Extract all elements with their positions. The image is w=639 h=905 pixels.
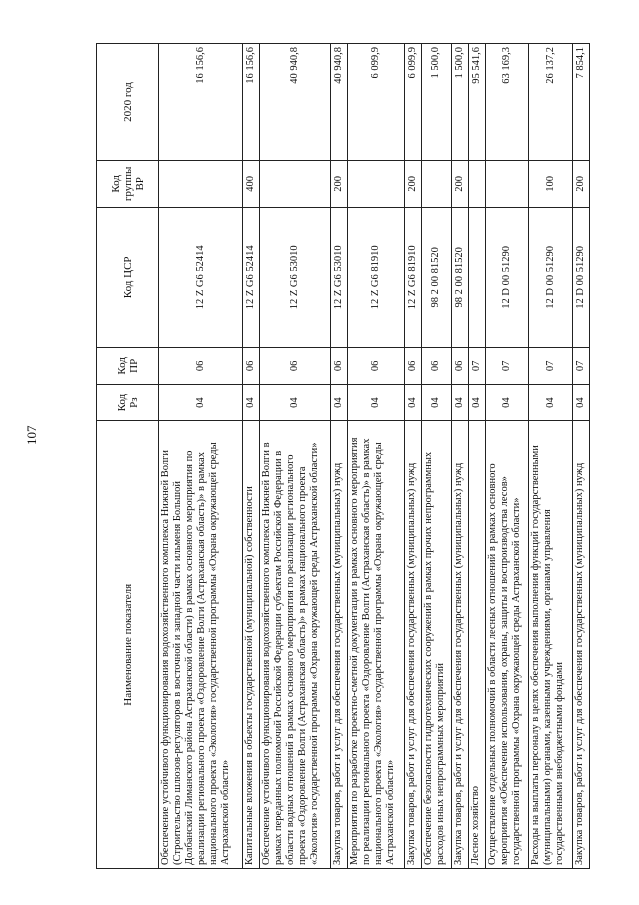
cell-name: Капитальные вложения в объекты государственной (муниципальной) собственности: [243, 421, 260, 869]
table-row: [159, 44, 243, 869]
cell-pr: 07: [485, 347, 529, 384]
header-rz: Код Рз: [97, 384, 159, 421]
header-vr: Код группы ВР: [97, 160, 159, 207]
cell-vr: 400: [243, 160, 260, 207]
cell-pr: 07: [573, 347, 590, 384]
cell-csr: [468, 207, 485, 347]
cell-vr: [260, 160, 331, 207]
cell-pr: 06: [451, 347, 468, 384]
cell-csr: 12 Z G6 81910: [404, 207, 421, 347]
cell-amount: 63 169,3: [485, 44, 529, 161]
cell-rz: 04: [529, 384, 573, 421]
cell-name: Обеспечение устойчивого функционирования водохозяйственного комплекса Нижней Волги (Строительство шлюзов-регуляторов в восточной и западной части ильменя Большой Долбанский Лиманского района Астраханской области) в рамках основного мероприятия по реализации регионального проекта «Оздоровление Волги (Астраханская область)» в рамках национального проекта «Экология» государственной программы «Охрана окружающей среды Астраханской области»: [159, 421, 243, 869]
cell-name: Мероприятия по разработке проектно-сметной документации в рамках основного мероприятия по реализации регионального проекта «Оздоровление Волги (Астраханская область)» в рамках национального проекта «Экология» государственной программы «Охрана окружающей среды Астраханской области»: [347, 421, 404, 869]
page-number: 107: [24, 425, 39, 445]
cell-rz: 04: [330, 384, 347, 421]
cell-amount: 1 500,0: [451, 44, 468, 161]
cell-pr: 06: [243, 347, 260, 384]
cell-name: Осуществление отдельных полномочий в области лесных отношений в рамках основного мероприятия «Обеспечение использования, охраны, защиты и воспроизводства лесов» государственной программы «Охрана окружающей среды Астраханской области»: [485, 421, 529, 869]
table-row: [468, 44, 485, 869]
header-csr: Код ЦСР: [97, 207, 159, 347]
cell-amount: 6 099,9: [404, 44, 421, 161]
cell-amount: 7 854,1: [573, 44, 590, 161]
cell-csr: 98 2 00 81520: [421, 207, 451, 347]
table-row: [451, 44, 468, 869]
cell-name: Лесное хозяйство: [468, 421, 485, 869]
cell-pr: 07: [529, 347, 573, 384]
cell-rz: 04: [243, 384, 260, 421]
cell-pr: 06: [260, 347, 331, 384]
cell-csr: 12 Z G6 52414: [243, 207, 260, 347]
table-header-row: [97, 44, 159, 869]
cell-vr: 100: [529, 160, 573, 207]
cell-amount: 40 940,8: [330, 44, 347, 161]
cell-vr: [347, 160, 404, 207]
header-year: 2020 год: [97, 44, 159, 161]
table-row: [485, 44, 529, 869]
cell-pr: 07: [468, 347, 485, 384]
table-row: [243, 44, 260, 869]
cell-amount: 26 137,2: [529, 44, 573, 161]
table-row: [330, 44, 347, 869]
header-name: Наименование показателя: [97, 421, 159, 869]
cell-amount: 16 156,6: [243, 44, 260, 161]
cell-rz: 04: [468, 384, 485, 421]
cell-pr: 06: [404, 347, 421, 384]
cell-pr: 06: [330, 347, 347, 384]
budget-table: [96, 43, 590, 869]
cell-csr: 12 D 00 51290: [573, 207, 590, 347]
cell-name: Закупка товаров, работ и услуг для обеспечения государственных (муниципальных) нужд: [451, 421, 468, 869]
cell-rz: 04: [485, 384, 529, 421]
cell-csr: 12 D 00 51290: [529, 207, 573, 347]
cell-rz: 04: [347, 384, 404, 421]
cell-pr: 06: [421, 347, 451, 384]
budget-table-rotated: [96, 43, 590, 869]
table-row: [529, 44, 573, 869]
table-row: [260, 44, 331, 869]
table-row: [573, 44, 590, 869]
table-row: [421, 44, 451, 869]
cell-rz: 04: [573, 384, 590, 421]
table-row: [404, 44, 421, 869]
cell-csr: 12 Z G6 53010: [260, 207, 331, 347]
cell-amount: 1 500,0: [421, 44, 451, 161]
cell-pr: 06: [159, 347, 243, 384]
header-pr: Код ПР: [97, 347, 159, 384]
cell-amount: 40 940,8: [260, 44, 331, 161]
cell-name: Обеспечение безопасности гидротехнических сооружений в рамках прочих непрограммных расходов иных непрограммных мероприятий: [421, 421, 451, 869]
cell-vr: 200: [330, 160, 347, 207]
cell-rz: 04: [421, 384, 451, 421]
cell-pr: 06: [347, 347, 404, 384]
cell-vr: [159, 160, 243, 207]
cell-name: Закупка товаров, работ и услуг для обеспечения государственных (муниципальных) нужд: [573, 421, 590, 869]
cell-csr: 12 Z G6 81910: [347, 207, 404, 347]
cell-vr: [468, 160, 485, 207]
cell-rz: 04: [159, 384, 243, 421]
cell-amount: 6 099,9: [347, 44, 404, 161]
cell-vr: 200: [573, 160, 590, 207]
cell-rz: 04: [451, 384, 468, 421]
cell-vr: 200: [404, 160, 421, 207]
cell-name: Закупка товаров, работ и услуг для обеспечения государственных (муниципальных) нужд: [330, 421, 347, 869]
cell-vr: [421, 160, 451, 207]
cell-name: Закупка товаров, работ и услуг для обеспечения государственных (муниципальных) нужд: [404, 421, 421, 869]
table-row: [347, 44, 404, 869]
cell-rz: 04: [404, 384, 421, 421]
cell-name: Обеспечение устойчивого функционирования водохозяйственного комплекса Нижней Волги в рамках переданных полномочий Российской Федерации субъектам Российской Федерации в области водных отношений в рамках основного мероприятия по реализации регионального проекта «Оздоровление Волги (Астраханская область)» в рамках национального проекта «Экология» государственной программы «Охрана окружающей среды Астраханской области»: [260, 421, 331, 869]
cell-vr: 200: [451, 160, 468, 207]
cell-name: Расходы на выплаты персоналу в целях обеспечения выполнения функций государственными (муниципальными) органами, казенными учреждениями, органами управления государственными внебюджетными фондами: [529, 421, 573, 869]
cell-amount: 16 156,6: [159, 44, 243, 161]
cell-vr: [485, 160, 529, 207]
cell-csr: 12 D 00 51290: [485, 207, 529, 347]
cell-csr: 12 Z G6 52414: [159, 207, 243, 347]
cell-csr: 98 2 00 81520: [451, 207, 468, 347]
cell-rz: 04: [260, 384, 331, 421]
cell-csr: 12 Z G6 53010: [330, 207, 347, 347]
cell-amount: 95 541,6: [468, 44, 485, 161]
